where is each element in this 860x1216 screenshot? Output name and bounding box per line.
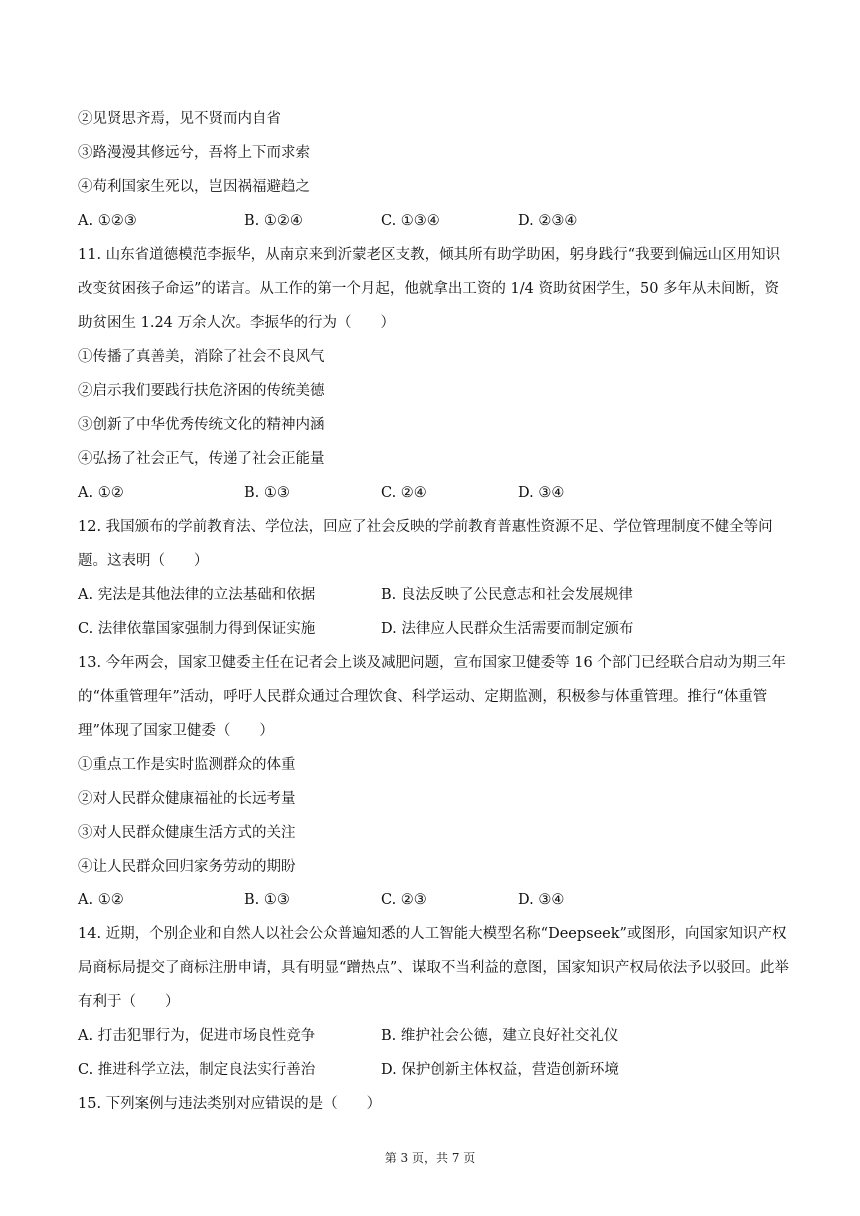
- q12-option-a: A. 宪法是其他法律的立法基础和依据: [78, 587, 316, 603]
- q13-option-d: D. ③④: [518, 892, 565, 908]
- q14-option-b: B. 维护社会公德，建立良好社交礼仪: [381, 1028, 619, 1044]
- q11-option-d: D. ③④: [518, 485, 565, 501]
- q10-option-c: C. ①③④: [381, 213, 440, 229]
- q13-option-a: A. ①②: [78, 892, 124, 908]
- q11-statement-1: ①传播了真善美，消除了社会不良风气: [78, 349, 325, 365]
- q14-option-a: A. 打击犯罪行为，促进市场良性竞争: [78, 1028, 316, 1044]
- q10-option-a: A. ①②③: [78, 213, 137, 229]
- q11-statement-2: ②启示我们要践行扶危济困的传统美德: [78, 383, 325, 399]
- q10-statement-3: ③路漫漫其修远兮，吾将上下而求索: [78, 145, 310, 161]
- q10-option-d: D. ②③④: [518, 213, 578, 229]
- q14-stem: 14. 近期，个别企业和自然人以社会公众普遍知悉的人工智能大模型名称“Deepseek”或图形，向国家知识产权局商标局提交了商标注册申请，具有明显“蹭热点”、谋取不当利益的意图，国家知识产权局依法予以驳回。此举有利于（ ）: [78, 926, 789, 1010]
- q12-option-b: B. 良法反映了公民意志和社会发展规律: [381, 587, 633, 603]
- q12-option-c: C. 法律依靠国家强制力得到保证实施: [78, 621, 316, 637]
- q13-statement-1: ①重点工作是实时监测群众的体重: [78, 757, 296, 773]
- q11-option-c: C. ②④: [381, 485, 427, 501]
- q15-stem: 15. 下列案例与违法类别对应错误的是（ ）: [78, 1096, 382, 1112]
- q11-option-b: B. ①③: [244, 485, 290, 501]
- q13-statement-2: ②对人民群众健康福祉的长远考量: [78, 791, 296, 807]
- q10-option-b: B. ①②④: [244, 213, 303, 229]
- q10-statement-4: ④苟利国家生死以，岂因祸福避趋之: [78, 179, 310, 195]
- q13-statement-3: ③对人民群众健康生活方式的关注: [78, 825, 296, 841]
- q11-statement-4: ④弘扬了社会正气，传递了社会正能量: [78, 451, 325, 467]
- page-footer: 第 3 页，共 7 页: [384, 1151, 476, 1165]
- q13-statement-4: ④让人民群众回归家务劳动的期盼: [78, 859, 296, 875]
- q13-option-b: B. ①③: [244, 892, 290, 908]
- q12-option-d: D. 法律应人民群众生活需要而制定颁布: [381, 621, 634, 637]
- q14-option-d: D. 保护创新主体权益，营造创新环境: [381, 1062, 619, 1078]
- q11-statement-3: ③创新了中华优秀传统文化的精神内涵: [78, 417, 325, 433]
- q13-option-c: C. ②③: [381, 892, 427, 908]
- q11-option-a: A. ①②: [78, 485, 124, 501]
- q13-stem: 13. 今年两会，国家卫健委主任在记者会上谈及减肥问题，宣布国家卫健委等 16 个部门已经联合启动为期三年的“体重管理年”活动，呼吁人民群众通过合理饮食、科学运动、定期监测，积极参与体重管理。推行“体重管理”体现了国家卫健委（ ）: [78, 655, 786, 739]
- q10-statement-2: ②见贤思齐焉，见不贤而内自省: [78, 111, 281, 127]
- q14-option-c: C. 推进科学立法，制定良法实行善治: [78, 1062, 316, 1078]
- q11-stem: 11. 山东省道德模范李振华，从南京来到沂蒙老区支教，倾其所有助学助困，躬身践行“我要到偏远山区用知识改变贫困孩子命运”的诺言。从工作的第一个月起，他就拿出工资的 1/4 资助贫困学生，50 多年从未间断，资助贫困生 1.24 万余人次。李振华的行为（ ）: [78, 247, 781, 331]
- q12-stem: 12. 我国颁布的学前教育法、学位法，回应了社会反映的学前教育普惠性资源不足、学位管理制度不健全等问题。这表明（ ）: [78, 519, 773, 569]
